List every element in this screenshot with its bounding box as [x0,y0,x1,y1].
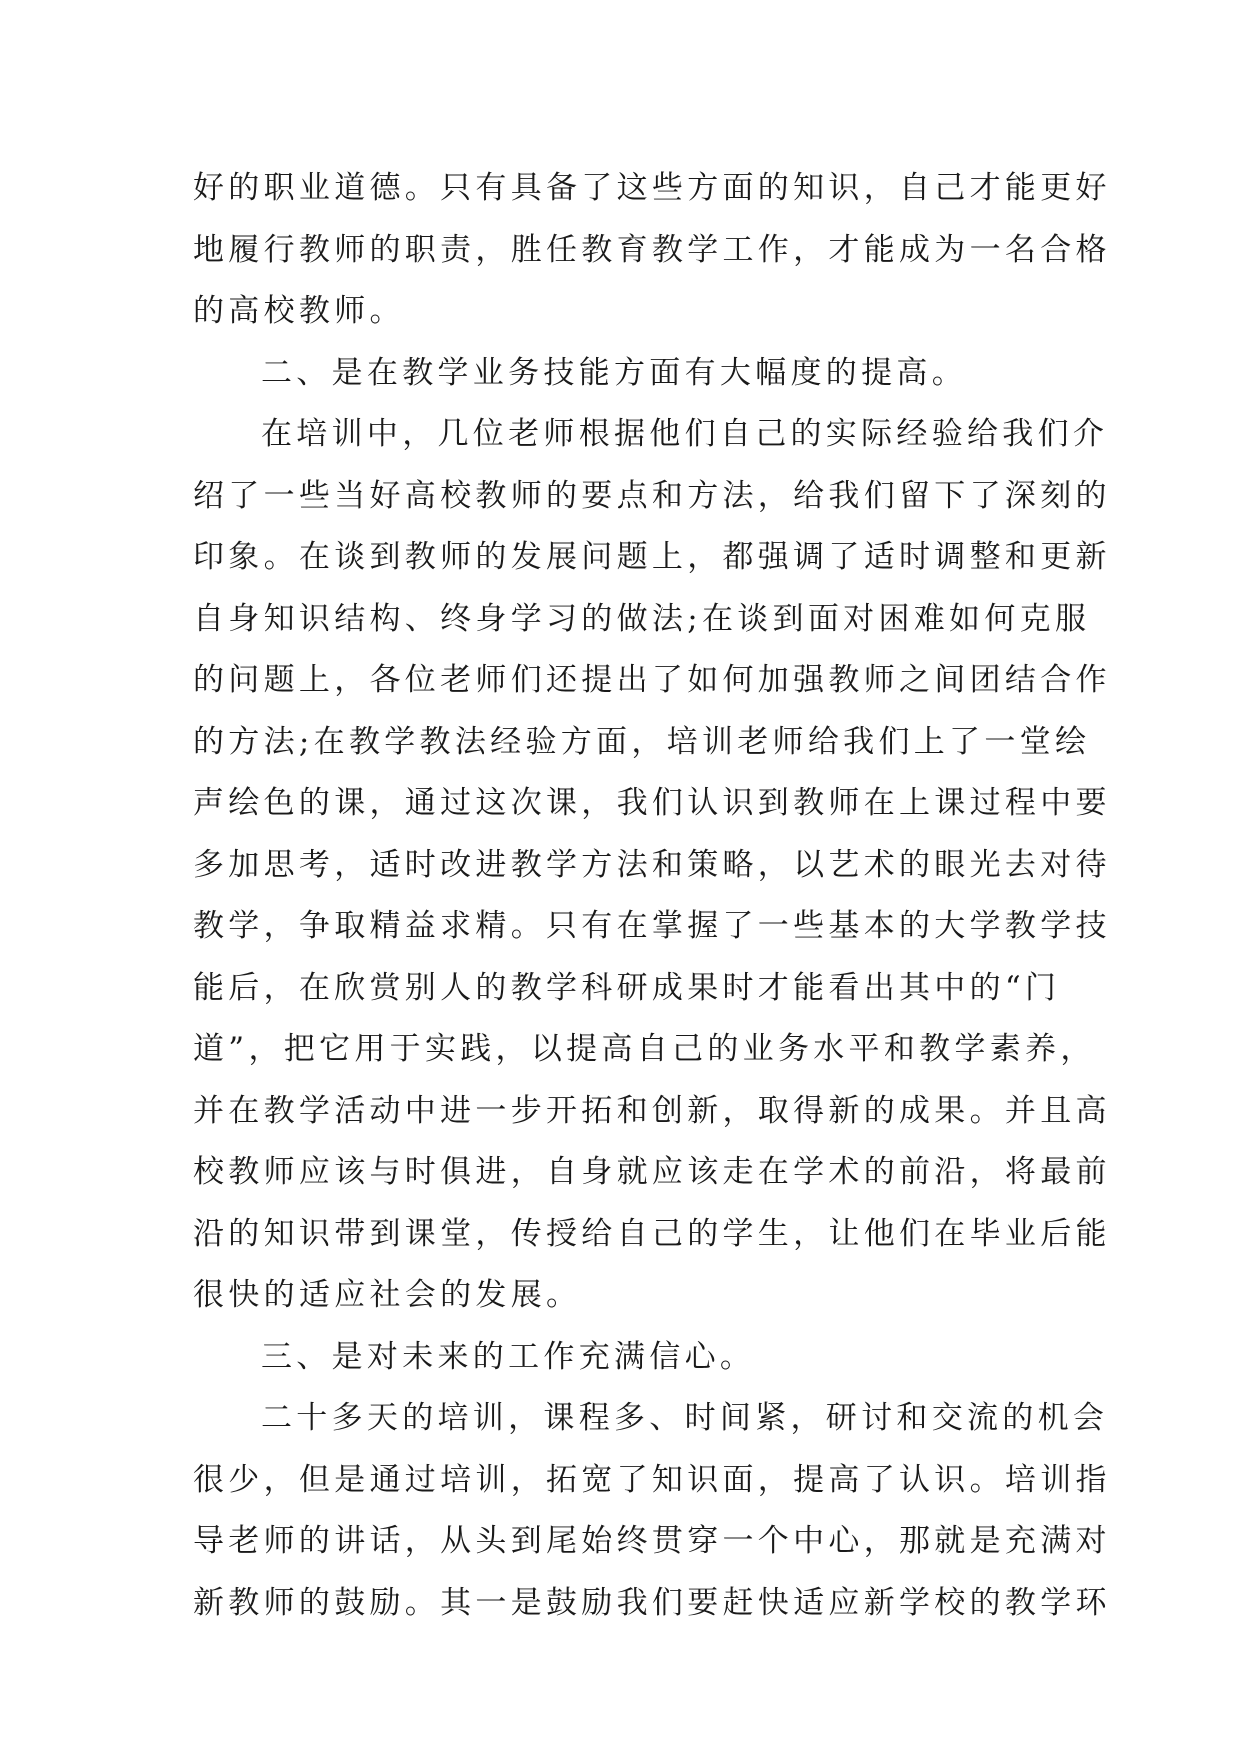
text-line: 在培训中，几位老师根据他们自己的实际经验给我们介 [261,416,1109,452]
text-line: 的方法;在教学教法经验方面，培训老师给我们上了一堂绘 [193,723,1091,760]
section-heading: 二、是在教学业务技能方面有大幅度的提高。 [261,354,967,391]
text-line: 校教师应该与时俱进，自身就应该走在学术的前沿，将最前 [193,1154,1111,1190]
text-line: 道”，把它用于实践，以提高自己的业务水平和教学素养， [193,1031,1096,1067]
text-line: 印象。在谈到教师的发展问题上，都强调了适时调整和更新 [193,539,1111,575]
text-line: 并在教学活动中进一步开拓和创新，取得新的成果。并且高 [193,1092,1111,1129]
body-text [193,158,1111,1634]
text-line: 新教师的鼓励。其一是鼓励我们要赶快适应新学校的教学环 [193,1584,1111,1621]
text-line: 很少，但是通过培训，拓宽了知识面，提高了认识。培训指 [193,1461,1111,1498]
text-line: 导老师的讲话，从头到尾始终贯穿一个中心，那就是充满对 [193,1523,1111,1559]
text-line: 很快的适应社会的发展。 [193,1277,582,1313]
text-line: 好的职业道德。只有具备了这些方面的知识，自己才能更好 [193,170,1111,206]
text-line: 绍了一些当好高校教师的要点和方法，给我们留下了深刻的 [193,477,1111,514]
text-line: 自身知识结构、终身学习的做法;在谈到面对困难如何克服 [193,600,1091,637]
text-line: 沿的知识带到课堂，传授给自己的学生，让他们在毕业后能 [193,1215,1111,1252]
text-line: 的高校教师。 [193,293,405,329]
text-line: 能后，在欣赏别人的教学科研成果时才能看出其中的“门 [193,969,1061,1006]
section-heading: 三、是对未来的工作充满信心。 [261,1338,756,1375]
text-line: 地履行教师的职责，胜任教育教学工作，才能成为一名合格 [193,231,1111,268]
text-line: 声绘色的课，通过这次课，我们认识到教师在上课过程中要 [193,785,1111,821]
text-line: 二十多天的培训，课程多、时间紧，研讨和交流的机会 [261,1400,1109,1436]
text-line: 的问题上，各位老师们还提出了如何加强教师之间团结合作 [193,662,1111,698]
text-line: 多加思考，适时改进教学方法和策略，以艺术的眼光去对待 [193,846,1111,883]
text-line: 教学，争取精益求精。只有在掌握了一些基本的大学教学技 [193,908,1111,944]
